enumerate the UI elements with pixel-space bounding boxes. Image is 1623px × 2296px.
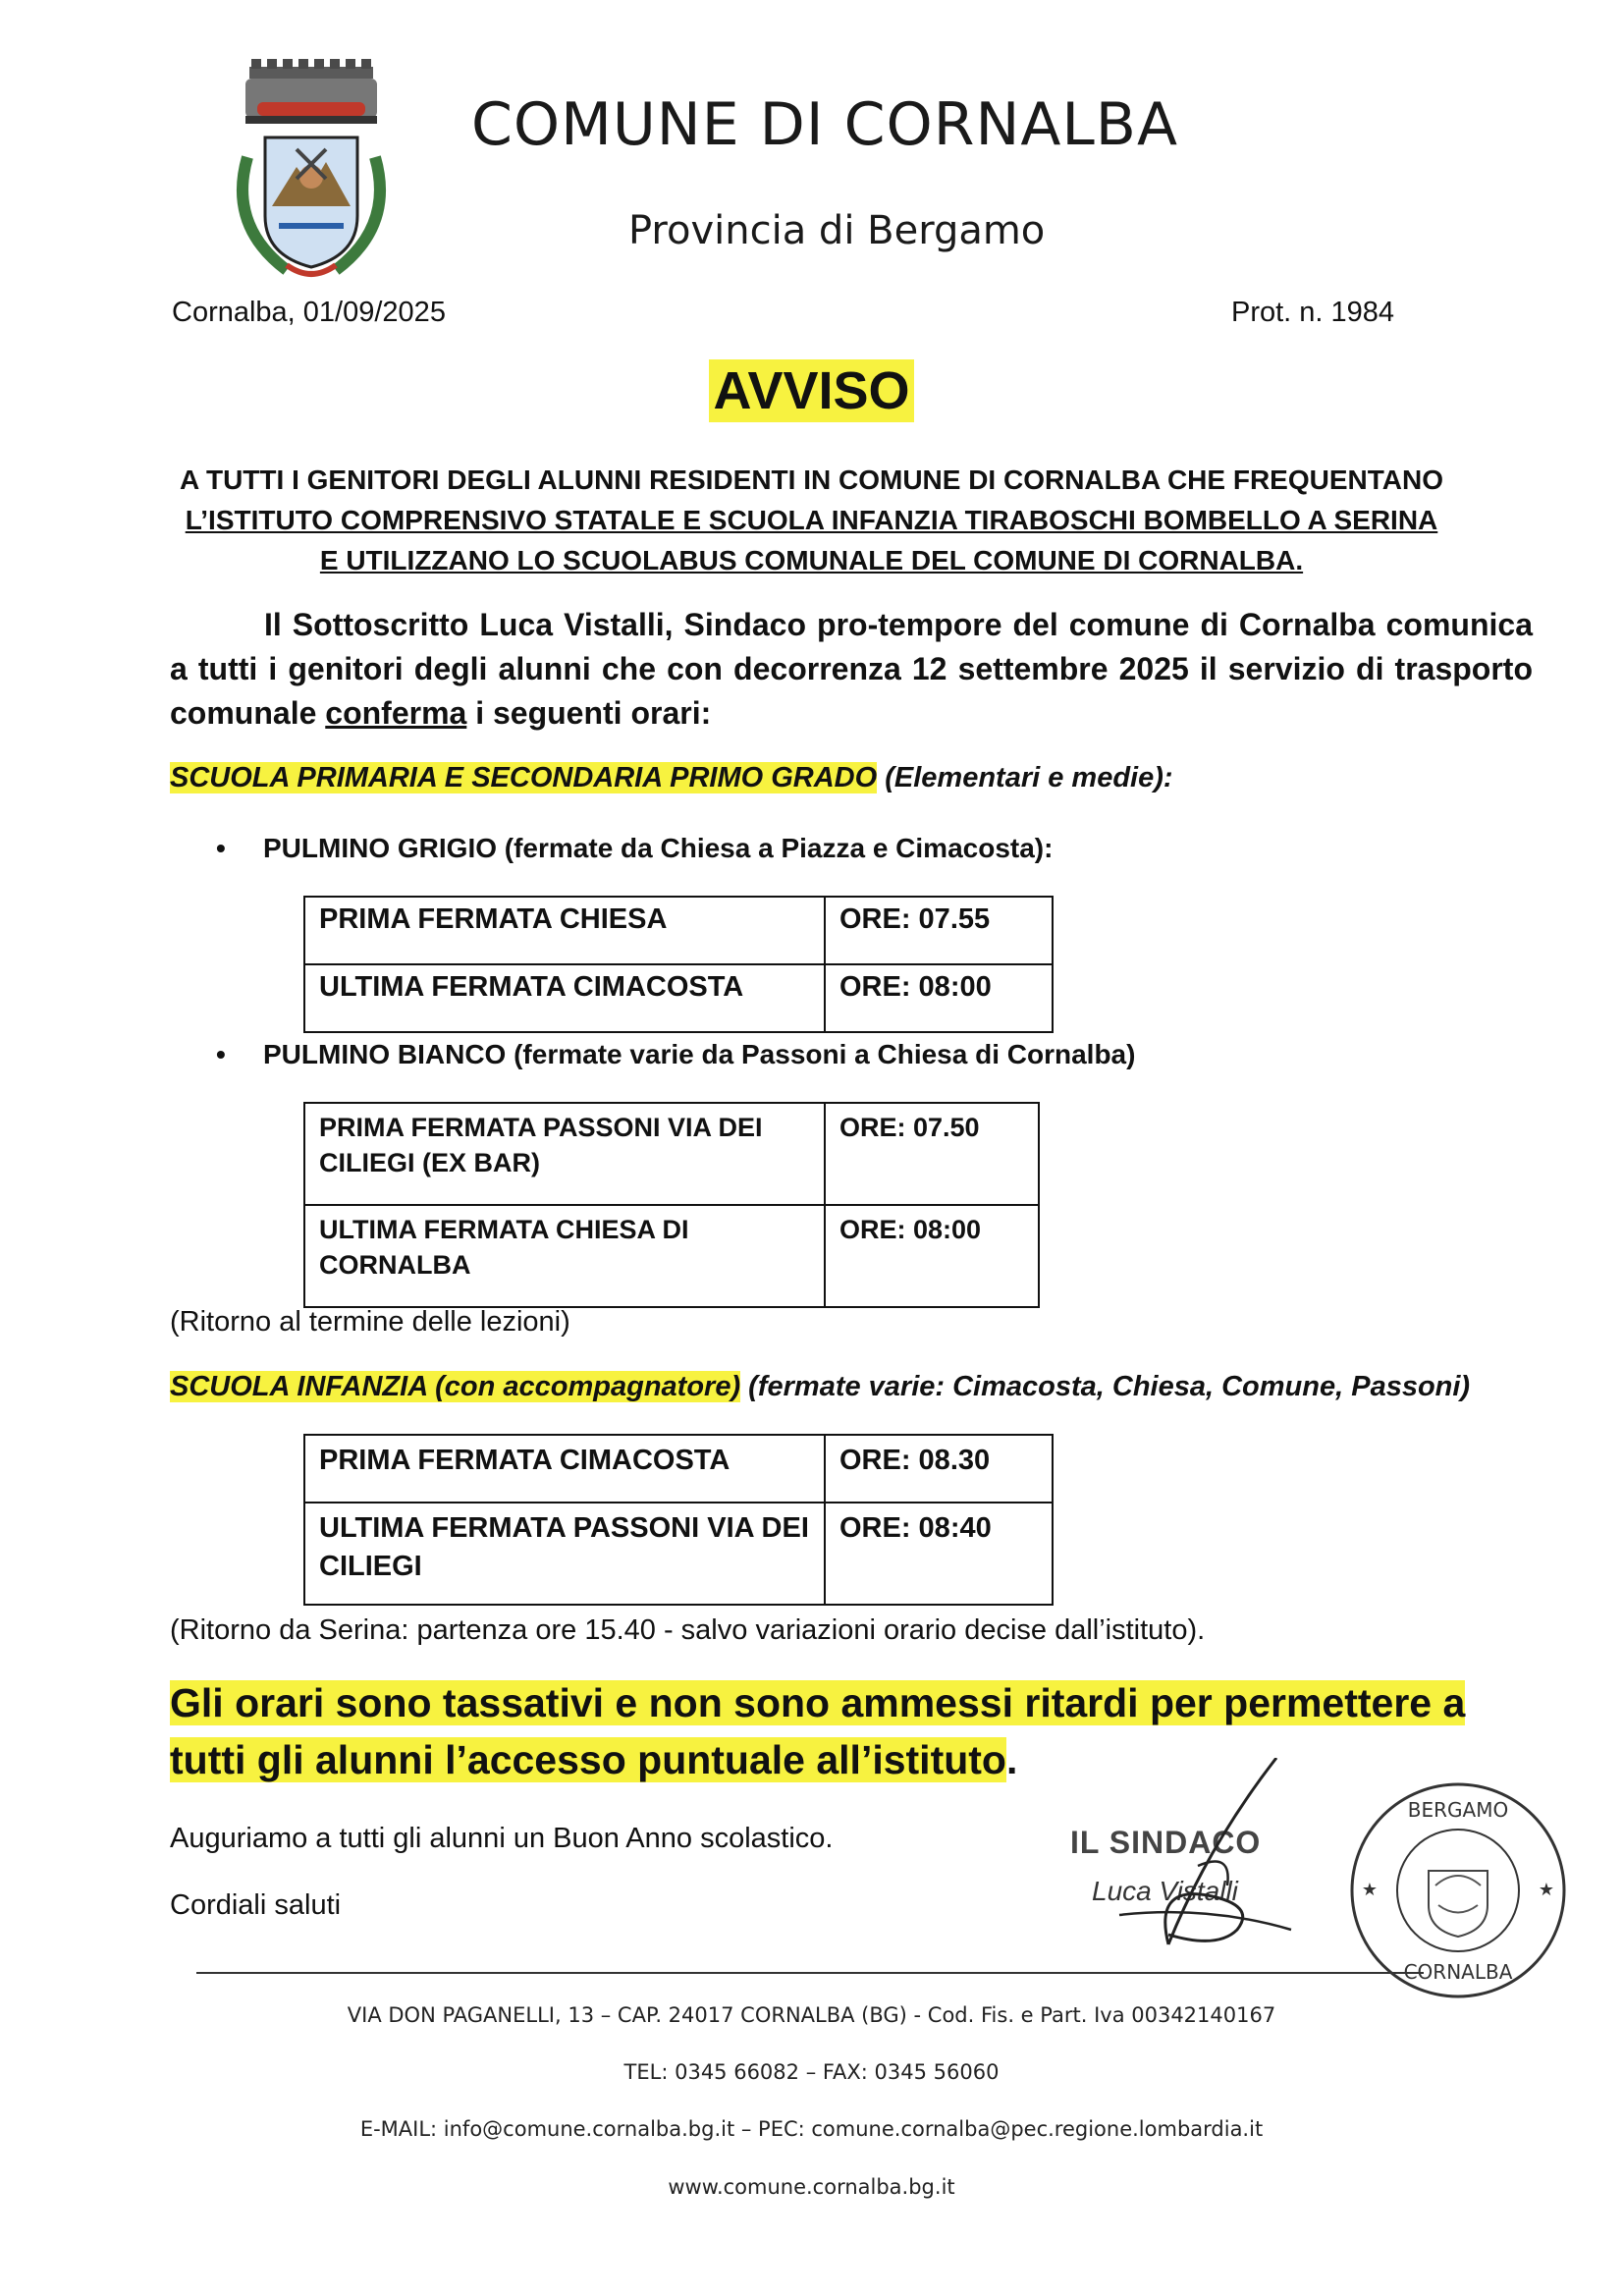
school-year-wish: Auguriamo a tutti gli alunni un Buon Anno scolastico. [170, 1823, 834, 1854]
punctuality-warning-end: . [1005, 1737, 1018, 1782]
infancy-return-note: (Ritorno da Serina: partenza ore 15.40 - salvo variazioni orario decise dall’istituto). [170, 1614, 1206, 1646]
coat-of-arms-emblem [228, 59, 395, 290]
grey-bus-label [216, 833, 1053, 864]
primary-section-heading [170, 762, 1173, 794]
time-cell: ORE: 07.55 [825, 897, 1053, 964]
table-row [304, 1103, 1039, 1205]
infancy-heading-note: (fermate varie: Cimacosta, Chiesa, Comune, Passoni) [740, 1371, 1471, 1402]
grey-bus-timetable [303, 896, 1054, 1033]
primary-heading-note: (Elementari e medie): [877, 762, 1173, 793]
time-cell: ORE: 08:40 [825, 1503, 1053, 1605]
table-row [304, 897, 1053, 964]
infancy-section-heading [170, 1371, 1470, 1403]
footer-website: www.comune.cornalba.bg.it [668, 2175, 955, 2199]
stop-cell: PRIMA FERMATA CHIESA [304, 897, 825, 964]
recipients-line-2: L’ISTITUTO COMPRENSIVO STATALE E SCUOLA INFANZIA TIRABOSCHI BOMBELLO A SERINA [185, 505, 1438, 535]
white-bus-timetable [303, 1102, 1040, 1308]
protocol-number: Prot. n. 1984 [1231, 297, 1395, 328]
time-cell: ORE: 08:00 [825, 1205, 1039, 1307]
footer-divider [196, 1972, 1424, 1974]
footer-address: VIA DON PAGANELLI, 13 – CAP. 24017 CORNALBA (BG) - Cod. Fis. e Part. Iva 00342140167 [347, 2003, 1276, 2027]
stop-cell: ULTIMA FERMATA CHIESA DI CORNALBA [304, 1205, 825, 1307]
municipality-title: COMUNE DI CORNALBA [471, 90, 1179, 159]
white-bus-text: PULMINO BIANCO (fermate varie da Passoni a Chiesa di Cornalba) [263, 1039, 1136, 1069]
time-cell: ORE: 07.50 [825, 1103, 1039, 1205]
closing-regards: Cordiali saluti [170, 1889, 342, 1921]
signer-title: IL SINDACO [1070, 1825, 1262, 1860]
footer-phone: TEL: 0345 66082 – FAX: 0345 56060 [623, 2060, 1000, 2084]
official-stamp [1345, 1777, 1571, 2003]
svg-text:★: ★ [1361, 1880, 1379, 1900]
stop-cell: ULTIMA FERMATA PASSONI VIA DEI CILIEGI [304, 1503, 825, 1605]
infancy-heading: SCUOLA INFANZIA (con accompagnatore) [170, 1371, 741, 1402]
stop-cell: PRIMA FERMATA CIMACOSTA [304, 1435, 825, 1503]
recipients-line-1: A TUTTI I GENITORI DEGLI ALUNNI RESIDENTI IN COMUNE DI CORNALBA CHE FREQUENTANO [180, 465, 1443, 495]
stop-cell: PRIMA FERMATA PASSONI VIA DEI CILIEGI (EX BAR) [304, 1103, 825, 1205]
time-cell: ORE: 08.30 [825, 1435, 1053, 1503]
bullet-icon: • [216, 833, 226, 863]
primary-return-note: (Ritorno al termine delle lezioni) [170, 1306, 570, 1338]
intro-paragraph [170, 603, 1533, 736]
signer-name: Luca Vistalli [1092, 1876, 1238, 1906]
handwritten-signature [1060, 1758, 1296, 1954]
primary-heading: SCUOLA PRIMARIA E SECONDARIA PRIMO GRADO [170, 762, 878, 793]
stop-cell: ULTIMA FERMATA CIMACOSTA [304, 964, 825, 1032]
infancy-timetable [303, 1434, 1054, 1606]
svg-text:BERGAMO: BERGAMO [1407, 1798, 1509, 1822]
place-date: Cornalba, 01/09/2025 [172, 297, 446, 328]
intro-text: Il Sottoscritto Luca Vistalli, Sindaco pro-tempore del comune di Cornalba comunica a tutti i genitori degli alunni che con decorrenza 12 settembre 2025 il servizio di trasporto comunale [170, 607, 1533, 731]
table-row [304, 1205, 1039, 1307]
table-row [304, 1435, 1053, 1503]
province-subtitle: Provincia di Bergamo [628, 208, 1046, 253]
grey-bus-text: PULMINO GRIGIO (fermate da Chiesa a Piazza e Cimacosta): [263, 833, 1054, 863]
white-bus-label [216, 1039, 1135, 1070]
punctuality-warning-text: Gli orari sono tassativi e non sono ammessi ritardi per permettere a tutti gli alunni l’accesso puntuale all’istituto [170, 1680, 1466, 1782]
recipients-line-3: E UTILIZZANO LO SCUOLABUS COMUNALE DEL COMUNE DI CORNALBA. [319, 545, 1304, 575]
punctuality-warning [170, 1674, 1544, 1788]
table-row [304, 964, 1053, 1032]
svg-text:CORNALBA: CORNALBA [1403, 1960, 1513, 1984]
intro-text-end: i seguenti orari: [466, 695, 712, 731]
notice-title-wrap [0, 359, 1623, 422]
bullet-icon: • [216, 1039, 226, 1069]
time-cell: ORE: 08:00 [825, 964, 1053, 1032]
notice-title: AVVISO [709, 359, 913, 422]
table-row [304, 1503, 1053, 1605]
footer-email: E-MAIL: info@comune.cornalba.bg.it – PEC: comune.cornalba@pec.regione.lombardia.it [359, 2117, 1264, 2141]
intro-underlined-word: conferma [325, 695, 467, 731]
notice-recipients [118, 460, 1505, 580]
svg-text:★: ★ [1538, 1880, 1555, 1900]
